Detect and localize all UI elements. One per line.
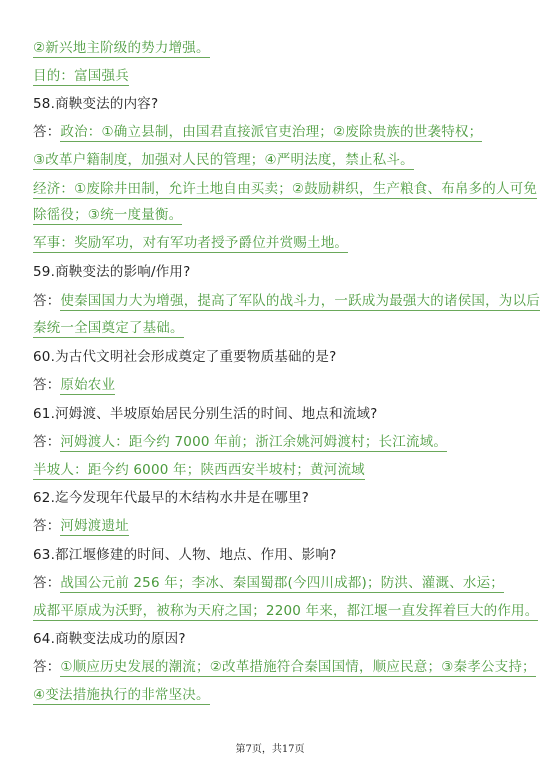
answer-line: 答：使秦国国力大为增强，提高了军队的战斗力，一跃成为最强大的诸侯国，为以后 bbox=[33, 293, 540, 309]
question-line: 62.迄今发现年代最早的木结构水井是在哪里? bbox=[33, 490, 310, 506]
answer-line: 秦统一全国奠定了基础。 bbox=[33, 320, 184, 336]
answer-line: 答：原始农业 bbox=[33, 377, 116, 393]
answer-line: ④变法措施执行的非常坚决。 bbox=[33, 687, 210, 703]
answer-line: 答：河姆渡遗址 bbox=[33, 518, 129, 534]
answer-label: 答： bbox=[33, 659, 61, 675]
answer-line: 除徭役；③统一度量衡。 bbox=[33, 207, 183, 223]
page-number: 第7页，共17页 bbox=[235, 744, 305, 755]
answer-label: 答： bbox=[33, 518, 61, 534]
answer-line: 答：政治：①确立县制，由国君直接派官吏治理；②废除贵族的世袭特权； bbox=[33, 124, 483, 140]
answer-line: 答：①顺应历史发展的潮流；②改革措施符合秦国国情，顺应民意；③秦孝公支持； bbox=[33, 659, 536, 675]
question-line: 60.为古代文明社会形成奠定了重要物质基础的是? bbox=[33, 349, 337, 365]
question-line: 58.商鞅变法的内容? bbox=[33, 96, 159, 112]
question-line: 59.商鞅变法的影响/作用? bbox=[33, 264, 191, 280]
answer-line: 成都平原成为沃野，被称为天府之国；2200 年来，都江堰一直发挥着巨大的作用。 bbox=[33, 603, 539, 619]
answer-line: ②新兴地主阶级的势力增强。 bbox=[33, 40, 210, 56]
question-line: 61.河姆渡、半坡原始居民分别生活的时间、地点和流域? bbox=[33, 406, 378, 422]
answer-line: 半坡人：距今约 6000 年；陕西西安半坡村；黄河流域 bbox=[33, 462, 365, 478]
answer-line: 经济：①废除井田制，允许土地自由买卖；②鼓励耕织，生产粮食、布帛多的人可免 bbox=[33, 181, 538, 197]
answer-label: 答： bbox=[33, 124, 61, 140]
answer-label: 答： bbox=[33, 293, 61, 309]
question-line: 64.商鞅变法成功的原因? bbox=[33, 631, 186, 647]
question-line: 63.都江堰修建的时间、人物、地点、作用、影响? bbox=[33, 547, 337, 563]
answer-label: 答： bbox=[33, 575, 61, 591]
answer-line: 答：河姆渡人：距今约 7000 年前；浙江余姚河姆渡村；长江流域。 bbox=[33, 434, 448, 450]
answer-label: 答： bbox=[33, 377, 61, 393]
answer-line: 目的：富国强兵 bbox=[33, 68, 129, 84]
answer-line: 军事：奖励军功，对有军功者授予爵位并赏赐土地。 bbox=[33, 235, 349, 251]
answer-line: ③改革户籍制度，加强对人民的管理；④严明法度，禁止私斗。 bbox=[33, 152, 414, 168]
answer-label: 答： bbox=[33, 434, 61, 450]
answer-line: 答：战国公元前 256 年；李冰、秦国蜀郡(今四川成都)；防洪、灌溉、水运； bbox=[33, 575, 504, 591]
